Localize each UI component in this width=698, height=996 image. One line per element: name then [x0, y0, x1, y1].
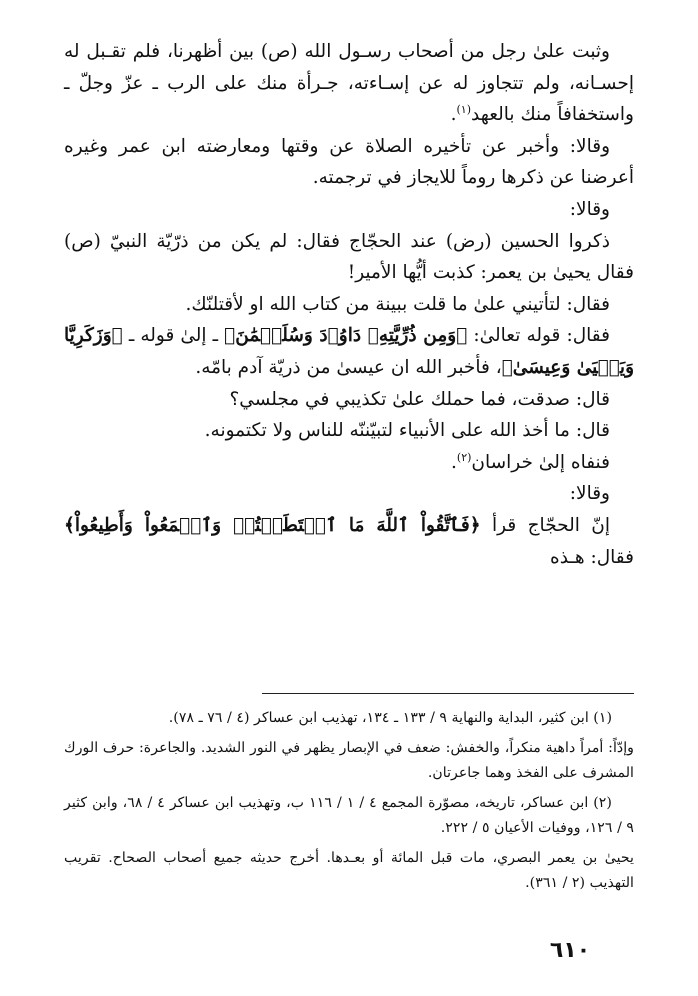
paragraph-10: وقالا: — [569, 483, 610, 505]
footnote-ref-1[interactable]: (١) — [456, 103, 471, 117]
paragraph-11 — [64, 510, 634, 573]
paragraph-1-text: وثبت علىٰ رجل من أصحاب رسـول الله (ص) بين أظهرنا، فلم تقـبل له إحسـانه، ولم تتجاوز له عن إسـاءته، جـرأة منك على الرب ـ عزّ وجلّ ـ واستخفافاً منك بالعهد — [64, 41, 634, 126]
paragraph-7: قال: صدقت، فما حملك علىٰ تكذيبي في مجلسي؟ — [229, 388, 610, 410]
paragraph-9 — [64, 447, 634, 479]
footnote-2: (٢) ابن عساكر، تاريخه، مصوّرة المجمع ٤ / ١ / ١١٦ ب، وتهذيب ابن عساكر ٤ / ٦٨، وابن كثير ٩ / ١٢٦، ووفيات الأعيان ٥ / ٢٢٢. — [64, 794, 634, 836]
paragraph-1 — [64, 36, 634, 131]
footnote-ref-2[interactable]: (٢) — [456, 450, 472, 464]
quran-verse-2: ﴿وَزَكَرِيَّا وَيَحۡيَىٰ وَعِيسَىٰ﴾ — [64, 325, 634, 378]
footnote-divider — [262, 693, 634, 694]
quran-verse-3: ﴿فَٱتَّقُواْ ٱللَّهَ مَا ٱسۡتَطَعۡتُمۡ وَٱسۡمَعُواْ وَأَطِيعُواْ﴾ — [64, 514, 481, 536]
paragraph-6-end: ، فأخبر الله ان عيسىٰ من ذريّة آدم بامّه. — [195, 356, 502, 378]
paragraph-8: قال: ما أخذ الله على الأنبياء لتبيّننّه للناس ولا تكتمونه. — [204, 420, 610, 442]
paragraph-9-text: فنفاه إلىٰ خراسان — [471, 451, 610, 473]
paragraph-6-middle: ـ إلىٰ قوله ـ — [128, 325, 219, 347]
paragraph-3: وقالا: — [569, 198, 610, 220]
paragraph-6 — [64, 320, 634, 383]
footnote-2-gloss: يحيىٰ بن يعمر البصري، مات قبل المائة أو بعـدها. أخرج حديثه جميع أصحاب الصحاح. تقريب التهذيب (٢ / ٣٦١). — [64, 849, 634, 891]
paragraph-11-intro: إنّ الحجّاج قرأ — [492, 514, 610, 536]
paragraph-5: فقال: لتأتيني علىٰ ما قلت ببينة من كتاب الله او لأقتلنّك. — [185, 293, 610, 315]
paragraph-1-end: . — [450, 104, 457, 126]
footnote-1: (١) ابن كثير، البداية والنهاية ٩ / ١٣٣ ـ ١٣٤، تهذيب ابن عساكر (٤ / ٧٦ ـ ٧٨). — [168, 710, 612, 726]
quran-verse-1: ﴿وَمِن ذُرِّيَّتِهِۦ دَاوُۥدَ وَسُلَيۡمَٰنَ﴾ — [224, 325, 468, 347]
paragraph-2: وقالا: وأخبر عن تأخيره الصلاة عن وقتها ومعارضته ابن عمر وغيره أعرضنا عن ذكرها روماً للايجاز في ترجمته. — [64, 135, 634, 189]
footnotes-section — [64, 706, 634, 901]
page-number: ٦١٠ — [549, 938, 591, 963]
paragraph-11-end: فقال: هـذه — [550, 546, 634, 568]
paragraph-9-end: . — [451, 451, 457, 473]
footnote-1-gloss: وإدّاً: أمراً داهية منكراً، والخفش: ضعف في الإبصار يظهر في النور الشديد. والجاعرة: حرف الورك المشرف على الفخذ وهما جاعرتان. — [64, 739, 634, 781]
page-content — [64, 36, 634, 573]
paragraph-4: ذكروا الحسين (رض) عند الحجّاج فقال: لم يكن من ذرّيّة النبيّ (ص) فقال يحيىٰ بن يعمر: كذبت أيُّها الأمير! — [64, 230, 634, 284]
paragraph-6-intro: فقال: قوله تعالىٰ: — [473, 325, 610, 347]
main-text — [64, 36, 634, 573]
